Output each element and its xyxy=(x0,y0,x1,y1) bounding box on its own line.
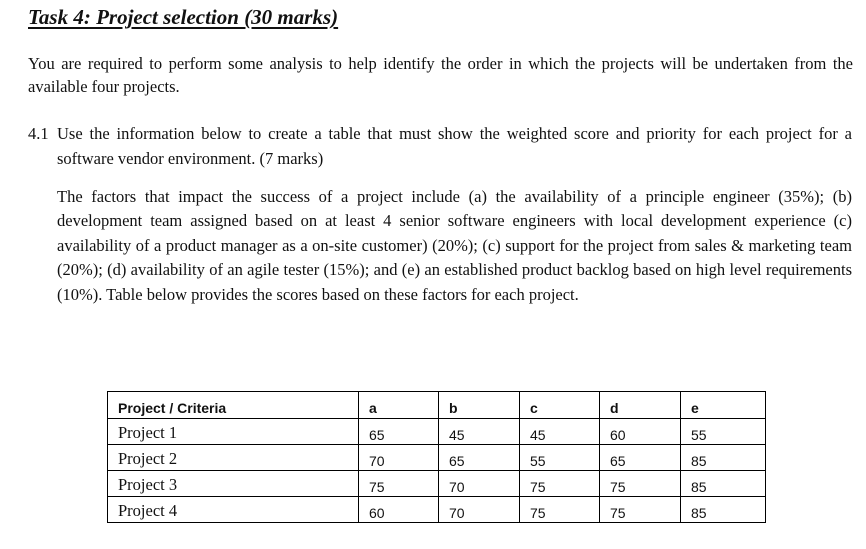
table-row xyxy=(108,419,766,445)
factors-paragraph: The factors that impact the success of a project include (a) the availability of a principle engineer (35%); (b) development team assigned based on at least 4 senior software engineers with local development experience (c) availability of a product manager as a on-site customer) (20%); (c) support for the project from sales & marketing team (20%); (d) availability of an agile tester (15%); and (e) an established product backlog based on high level requirements (10%). Table below provides the scores based on these factors for each project. xyxy=(57,187,852,304)
header-project-criteria: Project / Criteria xyxy=(108,392,359,419)
score-cell: 75 xyxy=(520,497,600,523)
header-criterion-a: a xyxy=(359,392,439,419)
score-cell: 65 xyxy=(439,445,520,471)
task-title: Task 4: Project selection (30 marks) xyxy=(28,5,339,29)
score-cell: 75 xyxy=(520,471,600,497)
score-cell: 65 xyxy=(359,419,439,445)
header-criterion-b: b xyxy=(439,392,520,419)
score-cell: 85 xyxy=(681,445,766,471)
header-criterion-d: d xyxy=(600,392,681,419)
score-cell: 75 xyxy=(600,497,681,523)
score-cell: 55 xyxy=(681,419,766,445)
score-cell: 65 xyxy=(600,445,681,471)
table-row xyxy=(108,445,766,471)
score-cell: 75 xyxy=(600,471,681,497)
table-row xyxy=(108,471,766,497)
question-number: 4.1 xyxy=(28,124,49,143)
score-cell: 45 xyxy=(520,419,600,445)
scores-table xyxy=(107,391,766,523)
table-row xyxy=(108,497,766,523)
table-header-row xyxy=(108,392,766,419)
header-criterion-c: c xyxy=(520,392,600,419)
row-label: Project 3 xyxy=(108,471,359,497)
score-cell: 70 xyxy=(439,471,520,497)
intro-paragraph: You are required to perform some analysis to help identify the order in which the projects will be undertaken from the available four projects. xyxy=(28,54,853,96)
score-cell: 70 xyxy=(359,445,439,471)
row-label: Project 4 xyxy=(108,497,359,523)
score-cell: 55 xyxy=(520,445,600,471)
question-text: Use the information below to create a table that must show the weighted score and priority for each project for a software vendor environment. (7 marks) xyxy=(57,124,852,168)
header-criterion-e: e xyxy=(681,392,766,419)
score-cell: 60 xyxy=(359,497,439,523)
row-label: Project 2 xyxy=(108,445,359,471)
score-cell: 85 xyxy=(681,471,766,497)
score-cell: 70 xyxy=(439,497,520,523)
score-cell: 45 xyxy=(439,419,520,445)
score-cell: 75 xyxy=(359,471,439,497)
row-label: Project 1 xyxy=(108,419,359,445)
score-cell: 60 xyxy=(600,419,681,445)
score-cell: 85 xyxy=(681,497,766,523)
